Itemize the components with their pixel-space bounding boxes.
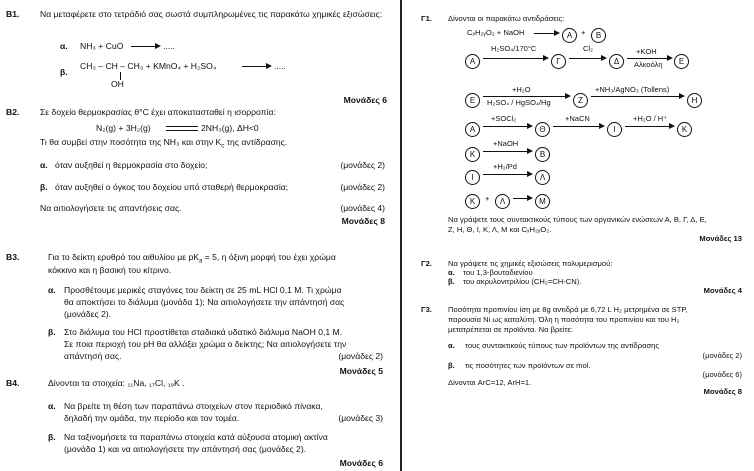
g1-r4-a: A (465, 119, 480, 137)
g1-r2-g: Γ (551, 51, 566, 69)
g1-r1-arrow (534, 33, 556, 34)
b4-a-line1: Να βρείτε τη θέση των παραπάνω στοιχείων στον περιοδικό πίνακα, (64, 401, 323, 411)
b4-marks: Μονάδες 6 (339, 458, 383, 468)
g1-r7-k: K (465, 191, 480, 209)
b3-number: Β3. (6, 252, 20, 262)
g1-r4-i: I (607, 119, 622, 137)
b2-question-end: της αντίδρασης. (224, 137, 288, 147)
g1-r2-arrowhead3 (667, 55, 673, 61)
g1-r2-arrow3 (627, 58, 669, 59)
g1-r3-arrow1 (483, 96, 567, 97)
b1-a-equation: NH₃ + CuO (80, 41, 124, 51)
b1-b-oh: OH (111, 79, 124, 89)
b2-intro: Σε δοχείο θερμοκρασίας θ°C έχει αποκατασταθεί η ισορροπία: (40, 107, 276, 117)
g1-r4-arrowhead3 (669, 123, 675, 129)
b1-b-label: β. (60, 67, 68, 77)
g1-r3-arrowhead2 (679, 93, 685, 99)
g1-r2-koh: +KOH (636, 47, 657, 56)
b4-a-line2: δηλαδή την ομάδα, την περίοδο και τον τομέα. (64, 413, 240, 423)
g3-b-label: β. (448, 361, 455, 370)
g1-r5-arrowhead (527, 148, 533, 154)
b2-b-text: όταν αυξηθεί ο όγκος του δοχείου υπό σταθερή θερμοκρασία; (55, 182, 289, 192)
b2-eq-right: 2NH₃(g), ΔH<0 (201, 123, 259, 133)
g3-p-line3: μετατρέπεται σε προϊόντα. Να βρείτε: (448, 325, 573, 334)
b2-eq-arrow-back (166, 130, 198, 131)
g2-a-text: του 1,3-βουταδιενίου (463, 268, 533, 277)
b4-b-line1: Να ταξινομήσετε τα παραπάνω στοιχεία κατά αύξουσα ατομική ακτίνα (64, 432, 328, 442)
b2-number: Β2. (6, 107, 20, 117)
g1-r1-a: A (562, 25, 577, 43)
g1-r1-b: B (591, 25, 606, 43)
b1-marks: Μονάδες 6 (343, 95, 387, 105)
g1-r2-a: A (465, 51, 480, 69)
b1-b-arrow (242, 66, 268, 67)
g1-r3-arrow2 (591, 96, 681, 97)
b1-a-arrowhead (155, 43, 161, 49)
g2-number: Γ2. (421, 259, 432, 268)
b3-marks: Μονάδες 5 (339, 366, 383, 376)
g3-b-text: τις ποσότητες των προϊόντων σε mol. (465, 361, 591, 370)
g3-number: Γ3. (421, 305, 432, 314)
b1-intro: Να μεταφέρετε στο τετράδιό σας σωστά συμπληρωμένες τις παρακάτω χημικές εξισώσεις: (40, 9, 383, 19)
g1-r7-l: Λ (495, 191, 510, 209)
g1-r3-tollens: +NH₃/AgNO₃ (Tollens) (595, 85, 670, 94)
g1-r3-top: +H₂O (512, 85, 531, 94)
g1-r3-z: Z (573, 90, 588, 108)
b4-b-label: β. (48, 432, 56, 442)
g1-r4-h2o: +H₂O / H⁺ (633, 114, 668, 123)
g1-r4-arrow1 (483, 126, 529, 127)
g2-a-label: α. (448, 268, 455, 277)
right-page (407, 0, 754, 471)
b2-question (40, 137, 287, 153)
b3-a-line3: (μονάδες 2). (64, 309, 112, 319)
g1-r5-k: K (465, 144, 480, 162)
b2-eq-arrow-forward (166, 126, 198, 127)
b3-a-label: α. (48, 285, 56, 295)
g1-r2-arrowhead1 (543, 55, 549, 61)
g1-r3-arrowhead1 (565, 93, 571, 99)
b2-question-sub: c (221, 143, 225, 150)
b3-intro-line2: κόκκινο και η βασική του κίτρινο. (48, 265, 172, 275)
b4-b-line2: (μονάδα 1) και να αιτιολογήσετε την απάντησή σας (μονάδες 2). (64, 444, 307, 454)
g3-b-marks: (μονάδες 6) (702, 370, 742, 379)
g3-a-text: τους συντακτικούς τύπους των προϊόντων της αντίδρασης (465, 341, 660, 350)
g1-r2-alc: Αλκοόλη (634, 60, 663, 69)
b2-eq-left: N₂(g) + 3H₂(g) (96, 123, 151, 133)
g1-r3-h: H (687, 90, 702, 108)
g1-r2-arrowhead2 (601, 55, 607, 61)
b3-a-line1: Προσθέτουμε μερικές σταγόνες του δείκτη σε 25 mL HCl 0,1 M. Τι χρώμα (64, 285, 342, 295)
g1-r4-arrow2 (553, 126, 601, 127)
g1-r2-cond: H₂SO₄/170°C (491, 44, 537, 53)
g2-intro: Να γράψετε τις χημικές εξισώσεις πολυμερισμού: (448, 259, 613, 268)
g1-intro: Δίνονται οι παρακάτω αντιδράσεις: (448, 14, 565, 23)
g1-r1-arrowhead (554, 30, 560, 36)
g1-question-line2: Ζ, Η, Θ, Ι, Κ, Λ, Μ και CₓH₂ᵧO₂. (448, 225, 552, 234)
g3-given: Δίνονται ArC=12, ArH=1. (448, 378, 532, 387)
g1-r3-e: E (465, 90, 480, 108)
g2-b-text: του ακρυλονιτριλίου (CH₂=CH-CN). (463, 277, 582, 286)
b2-b-marks: (μονάδες 2) (340, 182, 385, 192)
g1-r4-arrowhead1 (527, 123, 533, 129)
b3-b-label: β. (48, 327, 56, 337)
b1-a-label: α. (60, 41, 68, 51)
b1-a-arrow (131, 46, 157, 47)
b2-a-marks: (μονάδες 2) (340, 160, 385, 170)
g1-question-line1: Να γράψετε τους συντακτικούς τύπους των οργανικών ενώσεων Α, Β, Γ, Δ, Ε, (448, 215, 707, 224)
g1-r6-arrowhead (527, 171, 533, 177)
b3-a-line2: θα αποκτήσει το διάλυμα (μονάδα 1); Να αιτιολογήσετε την απάντησή σας (64, 297, 345, 307)
g2-marks: Μονάδες 4 (703, 286, 742, 295)
g3-p-line2: παρουσία Ni ως καταλύτη. Όλη η ποσότητα του προπινίου και του H₂ (448, 315, 680, 324)
b4-a-marks: (μονάδες 3) (338, 413, 383, 423)
g1-r6-l: Λ (535, 167, 550, 185)
b3-intro-sub: a (198, 258, 203, 265)
g1-r5-naoh: +NaOH (493, 139, 519, 148)
g3-a-marks: (μονάδες 2) (702, 351, 742, 360)
g3-a-label: α. (448, 341, 455, 350)
b3-intro-main: Για το δείκτη ερυθρό του αιθυλίου με pK (48, 252, 199, 262)
g1-number: Γ1. (421, 14, 432, 23)
g1-r7-plus: + (485, 194, 490, 203)
g1-r4-arrow3 (625, 126, 671, 127)
g1-r6-i: I (465, 167, 480, 185)
b1-b-equation: CH₃ – CH – CH₃ + KMnO₄ + H₂SO₄ (80, 61, 217, 71)
g1-r4-k: K (677, 119, 692, 137)
b2-justify: Να αιτιολογήσετε τις απαντήσεις σας. (40, 203, 182, 213)
g1-r4-th: Θ (535, 119, 550, 137)
g1-r6-h2pd: +H₂/Pd (493, 162, 517, 171)
b4-intro: Δίνονται τα στοιχεία: ₁₁Na, ₁₇Cl, ₁₉K . (48, 378, 185, 388)
g1-r2-arrow2 (569, 58, 603, 59)
b1-number: Β1. (6, 9, 20, 19)
g1-r1-plus: + (581, 28, 586, 37)
b3-intro-end: = 5, η όξινη μορφή του έχει χρώμα (202, 252, 336, 262)
g1-r4-arrowhead2 (599, 123, 605, 129)
g1-r6-arrow (483, 174, 529, 175)
b3-b-line3: απάντησή σας. (64, 351, 122, 361)
b2-a-label: α. (40, 160, 48, 170)
g2-b-label: β. (448, 277, 455, 286)
b3-b-marks: (μονάδες 2) (338, 351, 383, 361)
b1-b-arrowhead (266, 63, 272, 69)
b2-question-main: Τι θα συμβεί στην ποσότητα της NH₃ και στην K (40, 137, 222, 147)
b2-justify-marks: (μονάδες 4) (340, 203, 385, 213)
b4-number: Β4. (6, 378, 20, 388)
b4-a-label: α. (48, 401, 56, 411)
g1-r4-nacn: +NaCN (565, 114, 590, 123)
b2-marks: Μονάδες 8 (341, 216, 385, 226)
b2-b-label: β. (40, 182, 48, 192)
g1-r7-m: M (535, 191, 550, 209)
g1-marks: Μονάδες 13 (699, 234, 742, 243)
b1-b-dots: ..... (274, 61, 286, 71)
b3-b-line2: Σε ποια περιοχή του pH θα αλλάξει χρώμα ο δείκτης; Να αιτιολογήσετε την (64, 339, 347, 349)
g1-r1-left: CₓH₂ᵧO₂ + NaOH (467, 28, 525, 37)
g1-r2-cl: Cl₂ (583, 44, 593, 53)
g1-r5-b: B (535, 144, 550, 162)
g1-r4-socl: +SOCl₂ (491, 114, 517, 123)
g3-marks: Μονάδες 8 (703, 387, 742, 396)
g3-p-line1: Ποσότητα προπινίου ίση με 8g αντιδρά με 6,72 L H₂ μετρημένα σε STP, (448, 305, 688, 314)
b1-a-dots: ..... (163, 41, 175, 51)
g1-r2-d: Δ (609, 51, 624, 69)
g1-r3-bot: H₂SO₄ / HgSO₄/Hg (487, 98, 551, 107)
g1-r2-arrow1 (483, 58, 545, 59)
g1-r2-e: E (674, 51, 689, 69)
b3-b-line1: Στο διάλυμα του HCl προστίθεται σταδιακά υδατικό διάλυμα NaOH 0,1 M. (64, 327, 343, 337)
b2-a-text: όταν αυξηθεί η θερμοκρασία στο δοχείο; (55, 160, 208, 170)
page-divider (400, 0, 402, 471)
g1-r5-arrow (483, 151, 529, 152)
g1-r7-arrowhead (527, 195, 533, 201)
